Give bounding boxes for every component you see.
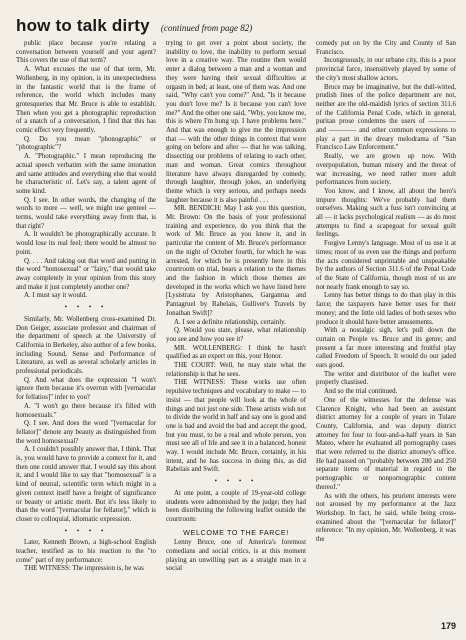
paragraph: A. I must say it would. xyxy=(24,292,87,300)
paragraph: comedy put on by the City and County of San Francisco. xyxy=(316,40,456,56)
paragraph: A. It wouldn't be photographically accurate. It would lose its real feel; there would be almost no point. xyxy=(16,231,156,256)
article-title: how to talk dirty xyxy=(16,16,150,35)
paragraph: The writer and distributor of the leaflet were properly chastised. xyxy=(316,370,456,387)
section-separator: • • • • xyxy=(64,527,108,535)
paragraph: Similarly, Mr. Wollenberg cross-examined Dr. Don Geiger, associate professor and chairman of the department of speech at the University of California in Berkeley, also author of a few books, including Sound, Sense and Performance of Literature, as well as several scholarly articles in professional periodicals. xyxy=(16,315,156,376)
paragraph: One of the witnesses for the defense was Clarence Knight, who had been an assistant district attorney for a couple of years in Tulare County, California, and was deputy district attorney for four to four-and-a-half years in San Mateo, where he evaluated all pornography cases that were referred to the district attorney's office. He had passed on "probably between 200 and 250 separate items of material in regard to the pornographic or nonpornographic content thereof." xyxy=(316,396,456,491)
page-number: 179 xyxy=(441,621,457,631)
paragraph: A. I see a definite relationship, certainly. xyxy=(174,318,286,326)
paragraph: trying to get over a point about society, the inability to love, the inability to perform sexual love in a creative way. The routine then would enter a dialog between a man and a woman and they were having their sexual difficulties at orgasm in bed; at least, one of them was. And one said, "Why can't you come?" And, "Is it because you don't love me? Is it because you can't love me?" And the other one said, "Why, you know me, this is where I'm hung up. I have problems here." And that was enough to give me the impression that — with the other things in context that were going on before and after — that he was talking, dissecting our problems of relating to each other, man and woman. Great comics throughout literature have always disregarded by comedy, through laughter, through jokes, an underlying theme which is very serious, and perhaps needs laughter because it is also painful . . . xyxy=(166,40,306,204)
section-separator: • • • • xyxy=(64,304,108,312)
paragraph: Forgive Lenny's language. Most of us use it at times; most of us even use the things and perform the acts considered unprintable and unspeakable by the authors of Section 311.6 of the Penal Code of the State of California, though most of us are not nearly frank enough to say so. xyxy=(316,240,456,291)
paragraph: A. I couldn't possibly answer that, I think. That is, you would have to provide a context for it, and then one could answer that. I would say this about it, and I would like to say that "homosexual" is a kind of neutral, scientific term which might in a given context itself have a freight of significance or beauty or artistic merit. But it's less likely to than the word "[vernacular for fellator]," which is closer to colloquial, idiomatic expression. xyxy=(16,446,156,523)
paragraph: MR. BENDICH: May I ask you this question, Mr. Brown: On the basis of your professional training and experience, do you think that the work of Mr. Bruce as you know it, and in particular the content of Mr. Bruce's performance on the night of October fourth, for which he was arrested, for which he is presently here in this courtroom on trial, bears a relation to the themes and the fashion in which those themes are developed in the works which we have listed here [Lysistrata by Aristophanes, Gargantua and Pantagruel by Rabelais, Gulliver's Travels by Jonathan Swift]? xyxy=(166,205,306,317)
paragraph: A. What excuses the use of that term, Mr. Wollenberg, in my opinion, is its unexpectedness in the fantastic world that is the frame of reference, the world which includes many grotesqueries that Mr. Bruce is able to establish. Then when you get a photographic reproduction of a snatch of a conversation, I find that this has comic effect very frequently. xyxy=(16,66,156,135)
paragraph: Bruce may be imaginative, but the dull-witted, prudish lines of the police department are not, neither are the old-maidish lyrics of section 311.6 of the California Penal Code, which in general, puritan prose condemns the users of ———— and ———— and other common expressions to play a part in the dreary melodrama of "San Francisco Law Enforcement." xyxy=(316,83,456,152)
paragraph: You know, and I know, all about the hero's impure thoughts: We've probably had them ourselves. Making such a fuss isn't convincing at all — it lacks psychological realism — as do most attempts to find a scapegoat for sexual guilt feelings. xyxy=(316,187,456,239)
paragraph: Q. And what does the expression "I won't ignore them because it's overrun with [vernacular for fellatios]" infer to you? xyxy=(16,376,156,402)
paragraph: public place because you're relating a conversation between yourself and your agent? This covers the use of that term? xyxy=(16,40,156,65)
text-column-1 xyxy=(16,40,156,630)
article-header xyxy=(16,16,252,36)
text-column-2 xyxy=(166,40,306,630)
paragraph: MR. WOLLENBERG: I think he hasn't qualified as an expert on this, your Honor. xyxy=(166,344,306,361)
paragraph: Incongruously, in our urbane city, this is a poor provincial farce, insensitively played by some of the city's most shallow actors. xyxy=(316,57,456,82)
paragraph: And so the trial continued. xyxy=(324,388,398,396)
paragraph: With a nostalgic sigh, let's pull down the curtain on People vs. Bruce and its genre; and present a far more interesting and fruitful play called Freedom of Speech. It would do our jaded ears good. xyxy=(316,327,456,370)
paragraph: A. "I won't go there because it's filled with homosexuals." xyxy=(16,402,156,419)
paragraph: Later, Kenneth Brown, a high-school English teacher, testified as to his reaction to the "to come" part of my performance: xyxy=(16,539,156,564)
paragraph: At one point, a couple of 19-year-old college students were admonished by the judge; they had been distributing the following leaflet outside the courtroom: xyxy=(166,489,306,523)
paragraph: A. "Photographic." I mean reproducing the actual speech verbatim with the same intonation and same attitudes and everything else that would be characteristic of. Let's say, a talent agent of some kind. xyxy=(16,153,156,195)
paragraph: Q. I see. And does the word "[vernacular for fellator]" denote any beauty as distinguished from the word homosexual? xyxy=(16,420,156,445)
continued-note: (continued from page 82) xyxy=(160,23,253,33)
paragraph: Lenny Bruce, one of America's foremost comedians and social critics, is at this moment playing an unwilling part as a straight man in a social xyxy=(166,539,306,573)
paragraph: THE COURT: Well, he may state what the relationship is that he sees. xyxy=(166,362,306,378)
paragraph: Q. Would you state, please, what relationship you see and how you see it? xyxy=(166,327,306,343)
text-column-3 xyxy=(316,40,456,630)
section-separator: • • • • xyxy=(214,478,258,486)
paragraph: Q. Do you mean "phonographic" or "photographic"? xyxy=(16,135,156,152)
paragraph: As with the others, his prurient interests were not aroused by my performance at the Jazz Workshop. In fact, he said, while being cross-examined about the "[vernacular for fellator]" reference: "In my opinion, Mr. Wollenberg, it was the xyxy=(316,492,456,544)
paragraph: Q. . . . And taking out that word and putting in the word "homosexual" or "fairy," that would take away completely in your opinion from this story and make it just completely another one? xyxy=(16,257,156,291)
paragraph: Lenny has better things to do than play in this farce; the taxpayers have better uses for their money; and the little old ladies of both sexes who produce it should have better amusements. xyxy=(316,292,456,326)
paragraph: THE WITNESS: The impression is, he was xyxy=(24,565,144,573)
paragraph: Really, we are grown up now. With overpopulation, human misery and the threat of war increasing, we need rather more adult performances from society. xyxy=(316,153,456,187)
leaflet-heading: WELCOME TO THE FARCE! xyxy=(183,527,289,537)
paragraph: Q. I see. In other words, the changing of the words to more — well, we might use genteel — terms, would take everything away from that, is that right? xyxy=(16,196,156,230)
paragraph: THE WITNESS: These works use often repulsive techniques and vocabulary to make — to insist — that people will look at the whole of things and not just one side. These artists wish not to divide the world in half and say one is good and one is bad and avoid the bad and accept the good, but you must, to be a real and whole person, you must see all of life and see it in a balanced, honest way. I would include Mr. Bruce, certainly, in his intent, and he has success in doing this, as did Rabelais and Swift. xyxy=(166,379,306,474)
